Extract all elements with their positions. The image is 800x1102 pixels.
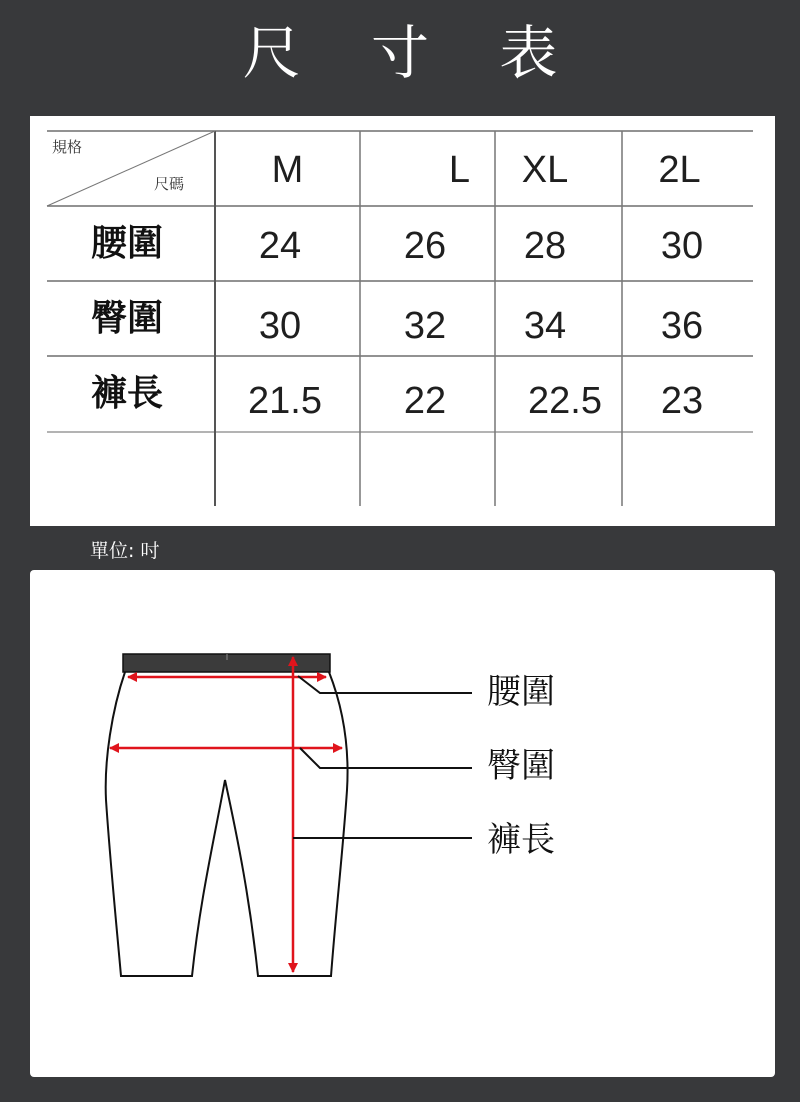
size-header-l: L (448, 149, 470, 191)
corner-label-size: 尺碼 (154, 175, 185, 193)
cell-waist-2l: 30 (660, 225, 704, 267)
size-header-2l: 2L (658, 149, 701, 191)
corner-label-spec: 規格 (52, 138, 83, 156)
measurement-diagram-panel (30, 570, 775, 1077)
cell-length-l: 22 (403, 380, 447, 422)
cell-length-xl: 22.5 (528, 380, 602, 422)
cell-hip-2l: 36 (660, 305, 704, 347)
diagram-label-waist: 腰圍 (487, 672, 555, 712)
unit-note: 單位: 吋 (90, 540, 160, 562)
size-table-panel (30, 116, 775, 526)
diagram-label-hip: 臀圍 (487, 746, 555, 786)
cell-waist-xl: 28 (523, 225, 567, 267)
cell-length-2l: 23 (660, 380, 704, 422)
cell-length-m: 21.5 (248, 380, 322, 422)
cell-hip-l: 32 (403, 305, 447, 347)
cell-hip-xl: 34 (523, 305, 567, 347)
cell-hip-m: 30 (258, 305, 302, 347)
row-label-waist: 腰圍 (90, 223, 163, 264)
diagram-label-length: 褲長 (487, 820, 555, 860)
size-header-m: M (271, 149, 304, 191)
row-label-hip: 臀圍 (90, 298, 163, 339)
size-header-xl: XL (521, 149, 569, 191)
page-title: 尺 寸 表 (242, 19, 584, 87)
cell-waist-l: 26 (403, 225, 447, 267)
row-label-length: 褲長 (90, 373, 163, 414)
cell-waist-m: 24 (258, 225, 302, 267)
